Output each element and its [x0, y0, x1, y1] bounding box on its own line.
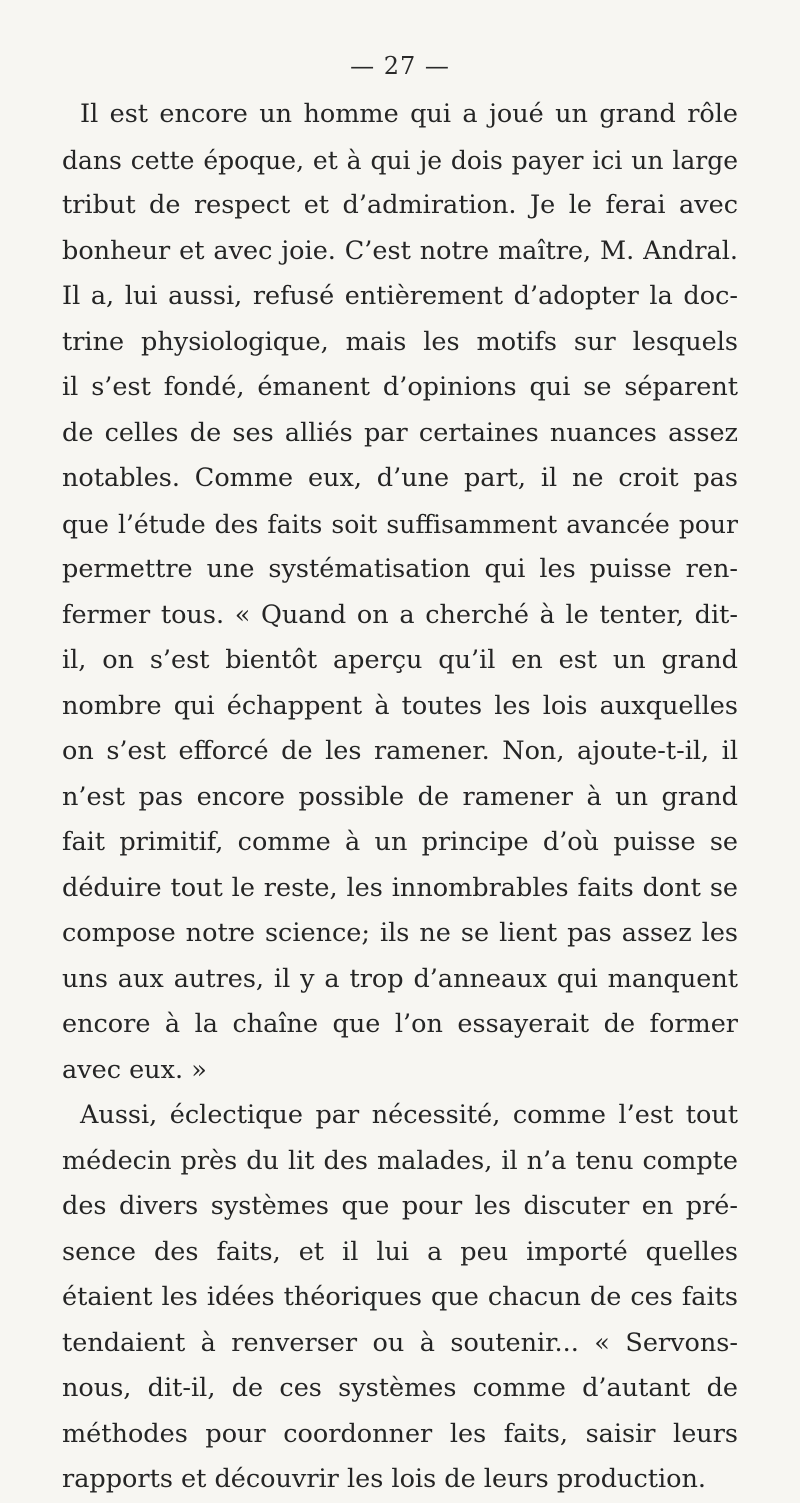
- text-line: méthodes pour coordonner les faits, saisir leurs: [62, 1418, 738, 1449]
- text-line: uns aux autres, il y a trop d’anneaux qui manquent: [62, 963, 738, 994]
- text-line: fait primitif, comme à un principe d’où puisse se: [62, 827, 738, 857]
- text-line: déduire tout le reste, les innombrables faits dont se: [62, 872, 738, 903]
- text-line: que l’étude des faits soit suffisamment avancée pour: [62, 509, 738, 539]
- text-line: sence des faits, et il lui a peu importé quelles: [62, 1236, 738, 1267]
- text-line: fermer tous. « Quand on a cherché à le tenter, dit-: [62, 599, 738, 630]
- text-line: Il a, lui aussi, refusé entièrement d’adopter la doc-: [62, 281, 738, 311]
- text-line: nous, dit-il, de ces systèmes comme d’autant de: [62, 1373, 738, 1403]
- text-line: permettre une systématisation qui les puisse ren-: [62, 554, 738, 584]
- text-line: n’est pas encore possible de ramener à un grand: [62, 781, 738, 812]
- text-line: avec eux. »: [62, 1054, 207, 1085]
- text-line: nombre qui échappent à toutes les lois auxquelles: [62, 690, 738, 721]
- text-line: des divers systèmes que pour les discuter en pré-: [62, 1191, 738, 1221]
- text-line: trine physiologique, mais les motifs sur lesquels: [62, 326, 738, 357]
- text-line: dans cette époque, et à qui je dois payer ici un large: [62, 145, 738, 175]
- text-line: Il est encore un homme qui a joué un grand rôle: [80, 99, 738, 129]
- text-line: de celles de ses alliés par certaines nuances assez: [62, 417, 738, 448]
- text-line: il, on s’est bientôt aperçu qu’il en est un grand: [62, 645, 738, 675]
- text-line: étaient les idées théoriques que chacun de ces faits: [62, 1282, 738, 1312]
- text-line: médecin près du lit des malades, il n’a tenu compte: [62, 1145, 738, 1176]
- text-line: il s’est fondé, émanent d’opinions qui se séparent: [62, 372, 738, 402]
- body-text: [62, 92, 738, 1503]
- page-number: — 27 —: [350, 52, 450, 80]
- text-line: Aussi, éclectique par nécessité, comme l’est tout: [80, 1100, 738, 1130]
- text-line: bonheur et avec joie. C’est notre maître, M. Andral.: [62, 235, 738, 266]
- text-line: tribut de respect et d’admiration. Je le ferai avec: [62, 190, 738, 220]
- paragraph-1: [62, 92, 738, 1093]
- text-line: on s’est efforcé de les ramener. Non, ajoute-t-il, il: [62, 736, 738, 766]
- text-line: compose notre science; ils ne se lient pas assez les: [62, 918, 738, 948]
- text-line: notables. Comme eux, d’une part, il ne croit pas: [62, 463, 738, 493]
- text-line: rapports et découvrir les lois de leurs production.: [62, 1464, 707, 1494]
- text-line: encore à la chaîne que l’on essayerait de former: [62, 1009, 738, 1039]
- paragraph-2: [62, 1093, 738, 1503]
- text-line: tendaient à renverser ou à soutenir... « Servons-: [62, 1327, 738, 1358]
